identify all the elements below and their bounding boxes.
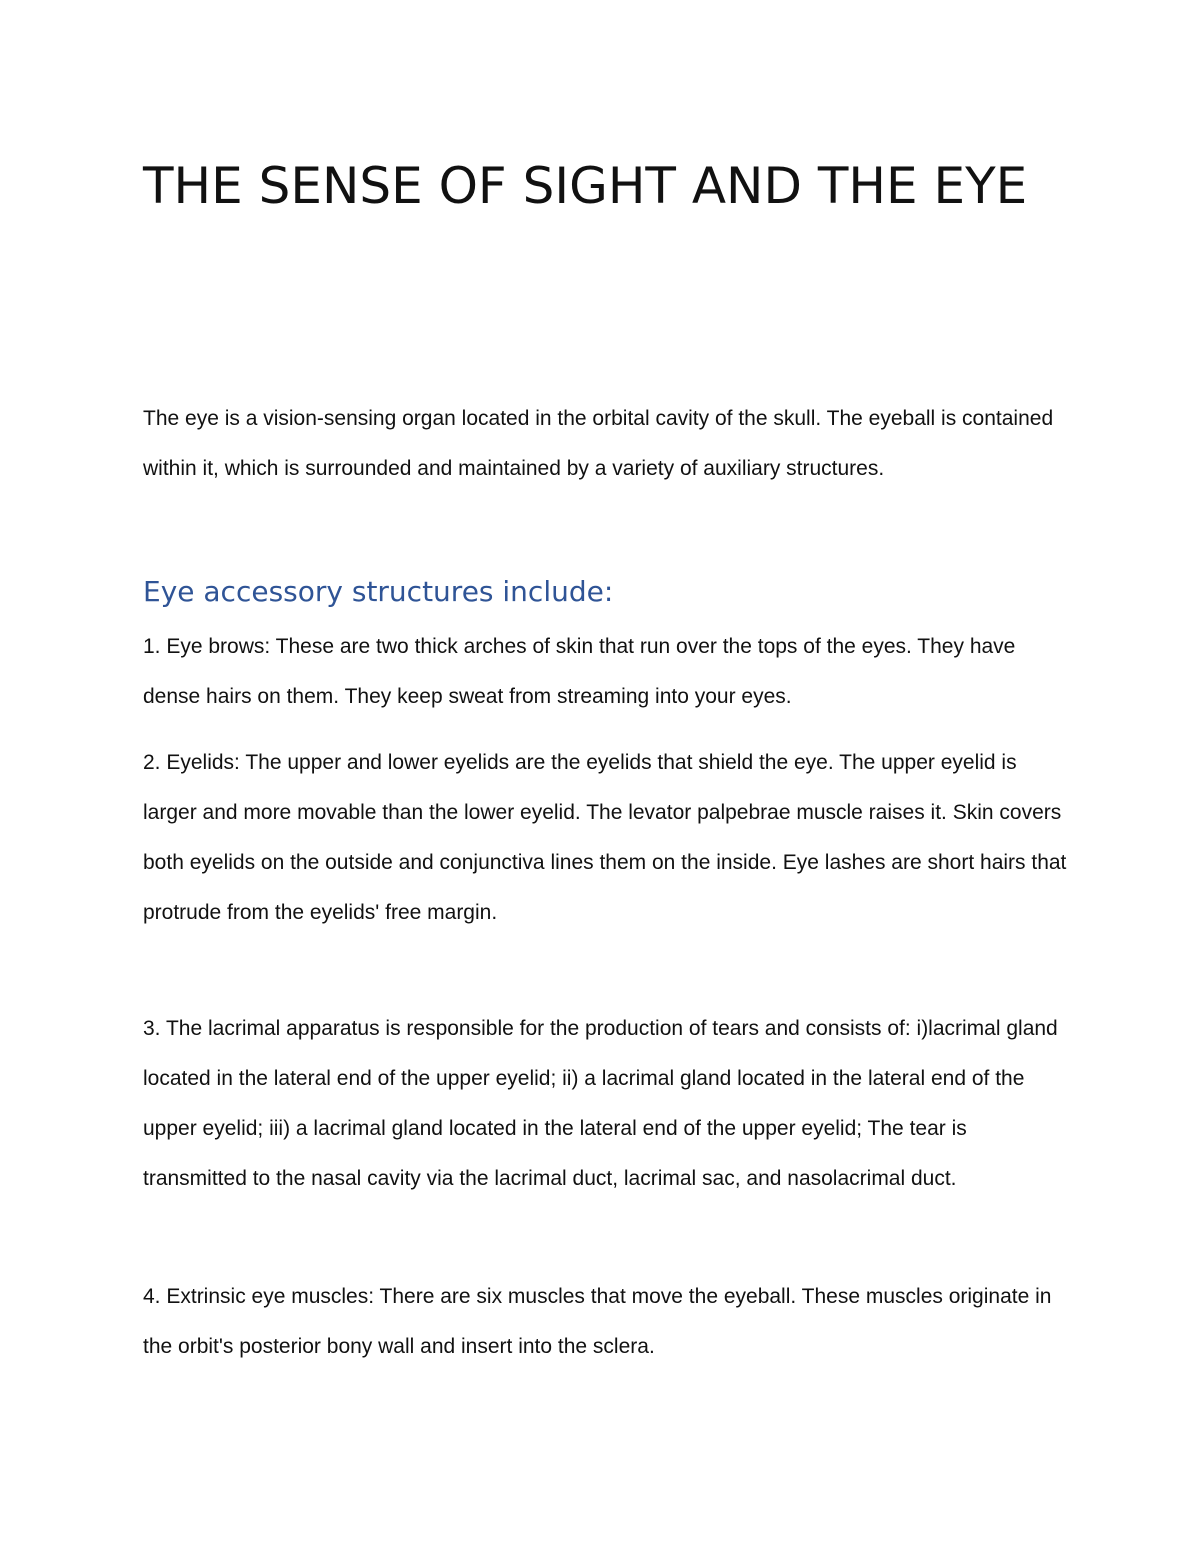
document-title: THE SENSE OF SIGHT AND THE EYE [143,157,1028,215]
intro-paragraph: The eye is a vision-sensing organ located in the orbital cavity of the skull. The eyeball is contained within it, which is surrounded and maintained by a variety of auxiliary structures. [143,407,1054,480]
list-item-lacrimal-apparatus: 3. The lacrimal apparatus is responsible for the production of tears and consists of: i)lacrimal gland located in the lateral end of the upper eyelid; ii) a lacrimal gland located in the lateral end of the upper eyelid; iii) a lacrimal gland located in the lateral end of the upper eyelid; The tear is transmitted to the nasal cavity via the lacrimal duct, lacrimal sac, and nasolacrimal duct. [143,1017,1058,1190]
list-item-eyelids: 2. Eyelids: The upper and lower eyelids are the eyelids that shield the eye. The upper eyelid is larger and more movable than the lower eyelid. The levator palpebrae muscle raises it. Skin covers both eyelids on the outside and conjunctiva lines them on the inside. Eye lashes are short hairs that protrude from the eyelids' free margin. [143,751,1067,924]
list-item-extrinsic-muscles: 4. Extrinsic eye muscles: There are six muscles that move the eyeball. These muscles originate in the orbit's posterior bony wall and insert into the sclera. [143,1285,1052,1358]
section-heading: Eye accessory structures include: [143,575,614,608]
list-item-eyebrows: 1. Eye brows: These are two thick arches of skin that run over the tops of the eyes. They have dense hairs on them. They keep sweat from streaming into your eyes. [143,635,1016,708]
